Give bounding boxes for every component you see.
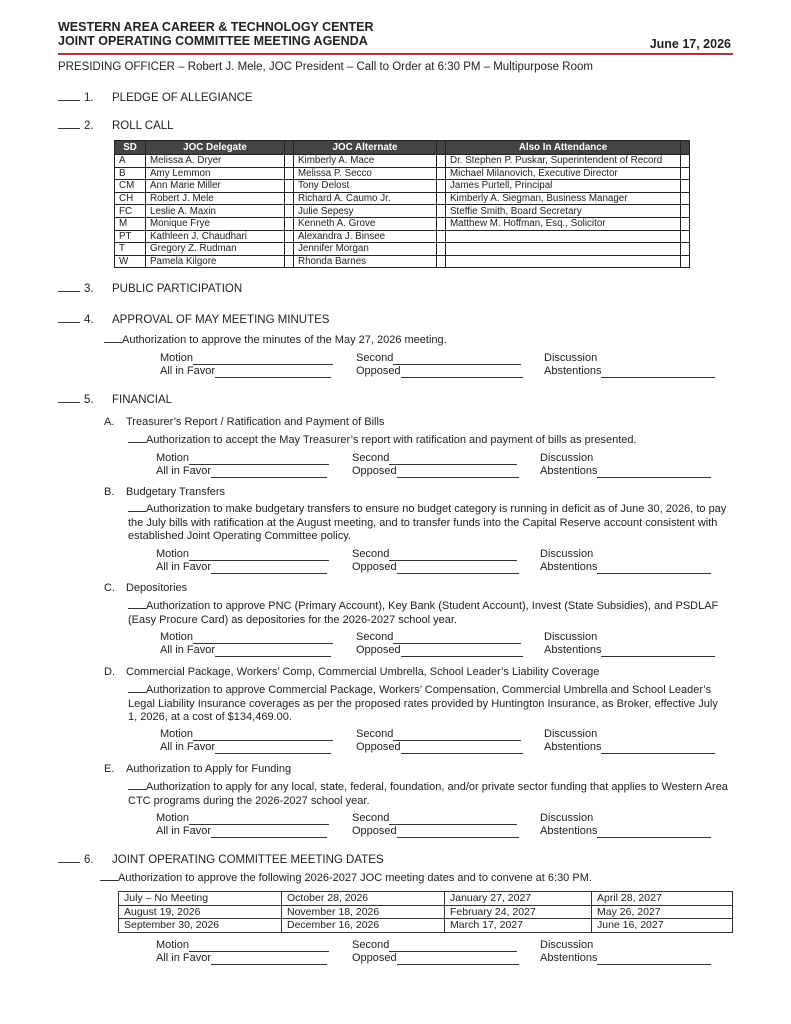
second-field: Second [356,631,544,644]
all-in-favor-field-line[interactable] [215,743,331,754]
subitem-5a: A. Treasurer’s Report / Ratification and Payment of Bills [104,416,385,428]
roll-spacer [437,230,446,243]
motion-field-line[interactable] [193,354,333,365]
abstentions-field-line[interactable] [601,367,715,378]
roll-spacer [437,255,446,268]
roll-spacer [285,217,294,230]
roll-alternate: Jennifer Morgan [294,243,437,256]
roll-spacer [681,255,690,268]
roll-alternate: Tony Delost [294,180,437,193]
roll-spacer [437,217,446,230]
second-field-line[interactable] [389,454,517,465]
abstentions-field: Abstentions [540,952,720,965]
roll-sd: W [115,255,146,268]
agenda-item-1: 1. PLEDGE OF ALLEGIANCE [58,92,253,104]
roll-spacer [285,205,294,218]
vote-block [156,452,720,478]
second-field: Second [352,548,540,561]
roll-delegate: Leslie A. Maxin [146,205,285,218]
header-sd: SD [115,141,146,155]
abstentions-field-line[interactable] [601,743,715,754]
header-also: Also In Attendance [446,141,681,155]
roll-also: James Purtell, Principal [446,180,681,193]
roll-sd: CM [115,180,146,193]
roll-sd: CH [115,192,146,205]
second-field: Second [352,812,540,825]
checkbox-line [58,862,80,863]
roll-call-header [115,141,690,155]
item-6-motion-text: Authorization to approve the following 2026-2027 JOC meeting dates and to convene at 6:30 PM. [100,872,730,886]
second-field-line[interactable] [389,941,517,952]
meeting-date-cell: June 16, 2027 [592,919,733,933]
motion-field: Motion [156,812,352,825]
item-title: PUBLIC PARTICIPATION [112,283,243,295]
motion-field-line[interactable] [189,941,329,952]
item-title: PLEDGE OF ALLEGIANCE [112,92,253,104]
roll-sd: B [115,167,146,180]
subitem-5d: D. Commercial Package, Workers’ Comp, Commercial Umbrella, School Leader’s Liability Coverage [104,666,600,678]
item-5d-motion-text: Authorization to approve Commercial Package, Workers’ Compensation, Commercial Umbrella and School Leader’s Legal Liability Insurance coverages as per the proposed rates provided by Huntington Insurance, as Broker, effective July 1, 2026, at a cost of $134,469.00. [128,684,718,723]
item-5a-motion-text: Authorization to accept the May Treasurer’s report with ratification and payment of bills as presented. [128,434,738,448]
item-5c-motion-text: Authorization to approve PNC (Primary Account), Key Bank (Student Account), Invest (State Subsidies), and PSDLAF (Easy Procure Card) as depositories for the 2026-2027 school year. [128,600,719,626]
roll-alternate: Alexandra J. Binsee [294,230,437,243]
roll-call-row [115,217,690,230]
all-in-favor-field: All in Favor [156,465,352,478]
vote-block [156,548,720,574]
checkbox-line [58,128,80,129]
roll-also: Kimberly A. Siegman, Business Manager [446,192,681,205]
roll-delegate: Gregory Z. Rudman [146,243,285,256]
opposed-field-line[interactable] [401,367,523,378]
vote-block [156,939,720,965]
abstentions-field: Abstentions [540,465,720,478]
second-field: Second [352,939,540,952]
roll-spacer [681,167,690,180]
meeting-date-cell: April 28, 2027 [592,892,733,906]
roll-call-row [115,155,690,168]
header-delegate: JOC Delegate [146,141,285,155]
meeting-date-cell: March 17, 2027 [445,919,592,933]
item-5e-motion-text: Authorization to apply for any local, state, federal, foundation, and/or private sector funding that applies to Western Area CTC programs during the 2026-2027 school year. [128,781,728,807]
roll-spacer [437,205,446,218]
second-field: Second [356,728,544,741]
roll-alternate: Richard A. Caumo Jr. [294,192,437,205]
roll-spacer [681,230,690,243]
subitem-5b: B. Budgetary Transfers [104,486,226,498]
opposed-field-line[interactable] [397,467,519,478]
abstentions-field: Abstentions [544,741,724,754]
meeting-dates-row [119,919,733,933]
meeting-date-cell: October 28, 2026 [282,892,445,906]
item-title: ROLL CALL [112,120,174,132]
meeting-date-cell: January 27, 2027 [445,892,592,906]
all-in-favor-field-line[interactable] [211,954,327,965]
abstentions-field-line[interactable] [597,467,711,478]
roll-spacer [285,167,294,180]
agenda-item-4: 4. APPROVAL OF MAY MEETING MINUTES [58,314,329,326]
checkbox-line [58,291,80,292]
all-in-favor-field: All in Favor [160,741,356,754]
meeting-date-cell: August 19, 2026 [119,905,282,919]
all-in-favor-field: All in Favor [156,952,352,965]
all-in-favor-field-line[interactable] [215,367,331,378]
meeting-date: June 17, 2026 [649,37,731,51]
presiding-officer: PRESIDING OFFICER – Robert J. Mele, JOC President – Call to Order at 6:30 PM – Multipurpose Room [58,61,593,73]
roll-delegate: Melissa A. Dryer [146,155,285,168]
meeting-date-cell: September 30, 2026 [119,919,282,933]
opposed-field: Opposed [356,741,544,754]
roll-also: Michael Milanovich, Executive Director [446,167,681,180]
roll-spacer [681,180,690,193]
second-field-line[interactable] [389,814,517,825]
org-line-2: JOINT OPERATING COMMITTEE MEETING AGENDA [58,34,368,48]
roll-spacer [285,230,294,243]
abstentions-field-line[interactable] [597,563,711,574]
motion-field: Motion [156,548,352,561]
opposed-field-line[interactable] [401,743,523,754]
subitem-5e: E. Authorization to Apply for Funding [104,763,292,775]
roll-spacer [285,255,294,268]
meeting-dates-table [118,891,733,933]
motion-field: Motion [156,452,352,465]
roll-call-row [115,180,690,193]
roll-call-row [115,192,690,205]
checkbox-line [58,100,80,101]
roll-call-table [114,140,690,268]
vote-block [160,728,724,754]
agenda-item-3: 3. PUBLIC PARTICIPATION [58,283,242,295]
all-in-favor-field: All in Favor [160,644,356,657]
vote-block [160,352,724,378]
roll-spacer [437,167,446,180]
roll-sd: A [115,155,146,168]
checkbox-line [58,402,80,403]
motion-field-line[interactable] [189,550,329,561]
item-title: APPROVAL OF MAY MEETING MINUTES [112,314,330,326]
motion-field-line[interactable] [193,633,333,644]
opposed-field: Opposed [356,644,544,657]
roll-spacer [681,217,690,230]
vote-block [156,812,720,838]
roll-also [446,243,681,256]
opposed-field: Opposed [356,365,544,378]
discussion-field: Discussion [540,939,594,951]
motion-field: Motion [160,631,356,644]
roll-spacer [681,243,690,256]
all-in-favor-field: All in Favor [156,825,352,838]
roll-delegate: Pamela Kilgore [146,255,285,268]
roll-alternate: Rhonda Barnes [294,255,437,268]
discussion-field: Discussion [540,452,594,464]
roll-alternate: Melissa P. Secco [294,167,437,180]
discussion-field: Discussion [540,548,594,560]
second-field: Second [356,352,544,365]
roll-alternate: Kenneth A. Grove [294,217,437,230]
second-field-line[interactable] [393,354,521,365]
meeting-date-cell: February 24, 2027 [445,905,592,919]
opposed-field: Opposed [352,825,540,838]
all-in-favor-field-line[interactable] [211,827,327,838]
checkbox-line [58,322,80,323]
roll-also [446,255,681,268]
motion-field: Motion [160,728,356,741]
discussion-field: Discussion [544,352,598,364]
roll-sd: M [115,217,146,230]
meeting-date-cell: July – No Meeting [119,892,282,906]
header-rule [58,53,733,55]
meeting-date-cell: May 26, 2027 [592,905,733,919]
abstentions-field: Abstentions [544,644,724,657]
opposed-field: Opposed [352,561,540,574]
roll-delegate: Amy Lemmon [146,167,285,180]
all-in-favor-field-line[interactable] [211,563,327,574]
all-in-favor-field-line[interactable] [215,646,331,657]
roll-also [446,230,681,243]
roll-delegate: Ann Marie Miller [146,180,285,193]
motion-field: Motion [160,352,356,365]
item-title: JOINT OPERATING COMMITTEE MEETING DATES [112,854,384,866]
all-in-favor-field: All in Favor [160,365,356,378]
header-alternate: JOC Alternate [294,141,437,155]
agenda-item-5: 5. FINANCIAL [58,394,172,406]
opposed-field-line[interactable] [397,827,519,838]
opposed-field: Opposed [352,465,540,478]
roll-spacer [437,180,446,193]
vote-block [160,631,724,657]
roll-spacer [681,192,690,205]
opposed-field-line[interactable] [401,646,523,657]
abstentions-field-line[interactable] [597,954,711,965]
roll-spacer [437,243,446,256]
agenda-item-2: 2. ROLL CALL [58,120,174,132]
roll-spacer [285,192,294,205]
roll-alternate: Julie Sepesy [294,205,437,218]
roll-call-row [115,255,690,268]
all-in-favor-field: All in Favor [156,561,352,574]
meeting-date-cell: November 18, 2026 [282,905,445,919]
opposed-field-line[interactable] [397,563,519,574]
motion-field-line[interactable] [193,730,333,741]
roll-spacer [681,205,690,218]
organization-title [58,20,374,48]
discussion-field: Discussion [540,812,594,824]
motion-field-line[interactable] [189,814,329,825]
second-field-line[interactable] [393,730,521,741]
roll-call-row [115,230,690,243]
discussion-field: Discussion [544,728,598,740]
roll-spacer [285,155,294,168]
roll-call-row [115,167,690,180]
motion-field: Motion [156,939,352,952]
second-field: Second [352,452,540,465]
roll-delegate: Robert J. Mele [146,192,285,205]
meeting-dates-row [119,905,733,919]
discussion-field: Discussion [544,631,598,643]
roll-also: Dr. Stephen P. Puskar, Superintendent of Record [446,155,681,168]
all-in-favor-field-line[interactable] [211,467,327,478]
subitem-5c: C. Depositories [104,582,188,594]
abstentions-field-line[interactable] [597,827,711,838]
second-field-line[interactable] [393,633,521,644]
roll-spacer [681,155,690,168]
roll-also: Steffie Smith, Board Secretary [446,205,681,218]
opposed-field-line[interactable] [397,954,519,965]
abstentions-field: Abstentions [544,365,724,378]
motion-field-line[interactable] [189,454,329,465]
roll-spacer [285,243,294,256]
roll-sd: PT [115,230,146,243]
roll-call-row [115,243,690,256]
opposed-field: Opposed [352,952,540,965]
meeting-dates-row [119,892,733,906]
roll-also: Matthew M. Hoffman, Esq., Solicitor [446,217,681,230]
roll-sd: FC [115,205,146,218]
abstentions-field-line[interactable] [601,646,715,657]
roll-delegate: Monique Frye [146,217,285,230]
second-field-line[interactable] [389,550,517,561]
abstentions-field: Abstentions [540,561,720,574]
roll-alternate: Kimberly A. Mace [294,155,437,168]
roll-call-row [115,205,690,218]
abstentions-field: Abstentions [540,825,720,838]
agenda-item-6: 6. JOINT OPERATING COMMITTEE MEETING DATES [58,854,384,866]
meeting-date-cell: December 16, 2026 [282,919,445,933]
roll-spacer [437,155,446,168]
roll-spacer [437,192,446,205]
item-title: FINANCIAL [112,394,173,406]
roll-spacer [285,180,294,193]
item-4-motion-text: Authorization to approve the minutes of the May 27, 2026 meeting. [104,334,734,348]
org-line-1: WESTERN AREA CAREER & TECHNOLOGY CENTER [58,20,374,34]
roll-delegate: Kathleen J. Chaudhari [146,230,285,243]
roll-sd: T [115,243,146,256]
item-5b-motion-text: Authorization to make budgetary transfers to ensure no budget category is running in deficit as of June 30, 2026, to pay the July bills with ratification at the August meeting, and to transfer funds into the Capital Reserve account consistent with established Joint Operating Committee policy. [128,503,727,542]
